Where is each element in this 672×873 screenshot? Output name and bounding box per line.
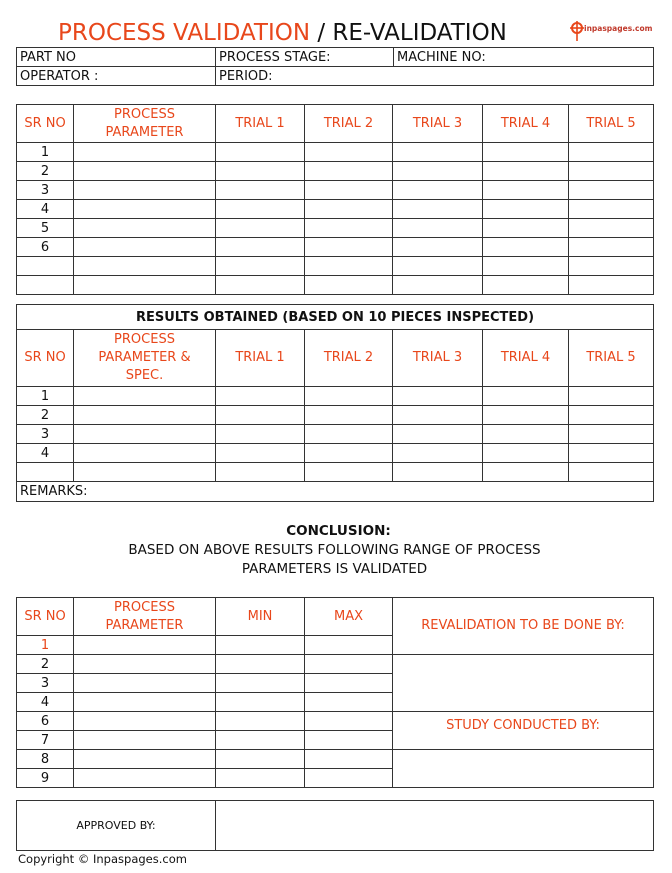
trial-cell[interactable] — [569, 406, 654, 425]
min-cell[interactable] — [216, 693, 305, 712]
trial-cell[interactable] — [483, 181, 569, 200]
page-title — [58, 18, 507, 48]
header-min: MIN — [216, 598, 305, 636]
max-cell[interactable] — [305, 655, 393, 674]
trial-cell[interactable] — [569, 387, 654, 406]
parameter-cell[interactable] — [74, 143, 216, 162]
trial-cell[interactable] — [483, 444, 569, 463]
validated-range-table — [16, 597, 654, 788]
title-primary: PROCESS VALIDATION — [58, 20, 311, 46]
process-parameter-table — [16, 104, 654, 295]
parameter-cell[interactable] — [74, 219, 216, 238]
sr-no-cell: 1 — [17, 143, 74, 162]
sr-no-cell: 6 — [17, 238, 74, 257]
min-cell[interactable] — [216, 712, 305, 731]
conclusion-heading: CONCLUSION: — [286, 523, 391, 539]
process-stage-cell: PROCESS STAGE: — [216, 48, 394, 67]
table-row — [17, 276, 654, 295]
table-row — [17, 200, 654, 219]
table-row — [17, 463, 654, 482]
sr-no-cell: 7 — [17, 731, 74, 750]
remarks-field[interactable]: REMARKS: — [17, 482, 654, 502]
parameter-cell[interactable] — [74, 162, 216, 181]
parameter-cell[interactable] — [74, 444, 216, 463]
parameter-cell[interactable] — [74, 731, 216, 750]
header-sr-no: SR NO — [17, 105, 74, 143]
revalidation-field[interactable] — [393, 655, 654, 712]
table-row — [17, 444, 654, 463]
trial-cell[interactable] — [483, 425, 569, 444]
trial-cell[interactable] — [216, 425, 305, 444]
header-process-parameter-spec: PROCESS PARAMETER & SPEC. — [74, 330, 216, 387]
max-cell[interactable] — [305, 769, 393, 788]
trial-cell[interactable] — [569, 143, 654, 162]
results-banner: RESULTS OBTAINED (BASED ON 10 PIECES INSPECTED) — [17, 305, 654, 330]
table-row — [17, 750, 654, 769]
sr-no-cell: 4 — [17, 200, 74, 219]
header-sr-no: SR NO — [17, 330, 74, 387]
max-cell[interactable] — [305, 693, 393, 712]
max-cell[interactable] — [305, 712, 393, 731]
trial-cell[interactable] — [216, 406, 305, 425]
trial-cell[interactable] — [569, 425, 654, 444]
parameter-cell[interactable] — [74, 693, 216, 712]
sr-no-cell: 6 — [17, 712, 74, 731]
copyright: Copyright © Inpaspages.com — [18, 852, 187, 866]
conclusion-line-1: BASED ON ABOVE RESULTS FOLLOWING RANGE OF PROCESS — [128, 542, 541, 558]
trial-cell[interactable] — [569, 200, 654, 219]
sr-no-cell: 3 — [17, 425, 74, 444]
trial-cell[interactable] — [393, 276, 483, 295]
table-row — [17, 181, 654, 200]
logo — [570, 21, 653, 41]
title-secondary: / RE-VALIDATION — [317, 20, 507, 46]
trial-cell[interactable] — [483, 463, 569, 482]
sr-no-cell — [17, 463, 74, 482]
machine-no-cell: MACHINE NO: — [394, 48, 654, 67]
header-trial-5: TRIAL 5 — [569, 105, 654, 143]
trial-cell[interactable] — [216, 181, 305, 200]
trial-cell[interactable] — [393, 387, 483, 406]
part-no-cell: PART NO — [17, 48, 216, 67]
trial-cell[interactable] — [393, 444, 483, 463]
table-row — [17, 712, 654, 731]
header-trial-3: TRIAL 3 — [393, 330, 483, 387]
trial-cell[interactable] — [569, 257, 654, 276]
trial-cell[interactable] — [305, 200, 393, 219]
sr-no-cell: 1 — [17, 387, 74, 406]
trial-cell[interactable] — [216, 276, 305, 295]
approval-table — [16, 800, 654, 851]
trial-cell[interactable] — [569, 463, 654, 482]
conclusion-block — [16, 522, 653, 579]
sr-no-cell: 2 — [17, 162, 74, 181]
parameter-cell[interactable] — [74, 257, 216, 276]
parameter-cell[interactable] — [74, 655, 216, 674]
trial-cell[interactable] — [569, 276, 654, 295]
max-cell[interactable] — [305, 731, 393, 750]
parameter-cell[interactable] — [74, 750, 216, 769]
trial-cell[interactable] — [216, 238, 305, 257]
trial-cell[interactable] — [393, 181, 483, 200]
trial-cell[interactable] — [305, 257, 393, 276]
trial-cell[interactable] — [305, 143, 393, 162]
operator-cell: OPERATOR : — [17, 67, 216, 86]
trial-cell[interactable] — [393, 200, 483, 219]
header-trial-1: TRIAL 1 — [216, 105, 305, 143]
header-sr-no: SR NO — [17, 598, 74, 636]
trial-cell[interactable] — [569, 219, 654, 238]
max-cell[interactable] — [305, 674, 393, 693]
sr-no-cell: 8 — [17, 750, 74, 769]
table-row — [17, 425, 654, 444]
approved-by-label: APPROVED BY: — [17, 801, 216, 851]
trial-cell[interactable] — [393, 219, 483, 238]
study-conducted-field[interactable] — [393, 750, 654, 788]
trial-cell[interactable] — [483, 162, 569, 181]
sr-no-cell: 2 — [17, 406, 74, 425]
trial-cell[interactable] — [393, 238, 483, 257]
trial-cell[interactable] — [569, 238, 654, 257]
sr-no-cell: 1 — [17, 636, 74, 655]
trial-cell[interactable] — [483, 219, 569, 238]
trial-cell[interactable] — [216, 200, 305, 219]
table-row — [17, 406, 654, 425]
table-row — [17, 655, 654, 674]
trial-cell[interactable] — [305, 444, 393, 463]
trial-cell[interactable] — [483, 200, 569, 219]
min-cell[interactable] — [216, 750, 305, 769]
trial-cell[interactable] — [305, 463, 393, 482]
min-cell[interactable] — [216, 655, 305, 674]
trial-cell[interactable] — [569, 162, 654, 181]
parameter-cell[interactable] — [74, 674, 216, 693]
parameter-cell[interactable] — [74, 200, 216, 219]
revalidation-label: REVALIDATION TO BE DONE BY: — [393, 598, 654, 655]
info-table — [16, 47, 654, 86]
sr-no-cell — [17, 276, 74, 295]
parameter-cell[interactable] — [74, 387, 216, 406]
header-trial-2: TRIAL 2 — [305, 105, 393, 143]
table-row — [17, 238, 654, 257]
trial-cell[interactable] — [393, 425, 483, 444]
min-cell[interactable] — [216, 636, 305, 655]
max-cell[interactable] — [305, 636, 393, 655]
trial-cell[interactable] — [569, 444, 654, 463]
trial-cell[interactable] — [305, 181, 393, 200]
trial-cell[interactable] — [216, 444, 305, 463]
trial-cell[interactable] — [483, 387, 569, 406]
study-conducted-label: STUDY CONDUCTED BY: — [393, 712, 654, 750]
sr-no-cell — [17, 257, 74, 276]
trial-cell[interactable] — [305, 219, 393, 238]
sr-no-cell: 2 — [17, 655, 74, 674]
logo-icon — [570, 21, 584, 41]
trial-cell[interactable] — [305, 406, 393, 425]
header-trial-1: TRIAL 1 — [216, 330, 305, 387]
parameter-cell[interactable] — [74, 712, 216, 731]
parameter-cell[interactable] — [74, 463, 216, 482]
sr-no-cell: 9 — [17, 769, 74, 788]
max-cell[interactable] — [305, 750, 393, 769]
sr-no-cell: 4 — [17, 693, 74, 712]
trial-cell[interactable] — [216, 219, 305, 238]
trial-cell[interactable] — [569, 181, 654, 200]
trial-cell[interactable] — [483, 257, 569, 276]
table-row — [17, 162, 654, 181]
trial-cell[interactable] — [216, 257, 305, 276]
trial-cell[interactable] — [305, 238, 393, 257]
table-row — [17, 219, 654, 238]
table-row — [17, 143, 654, 162]
header-process-parameter: PROCESS PARAMETER — [74, 105, 216, 143]
header-process-parameter: PROCESS PARAMETER — [74, 598, 216, 636]
table-row — [17, 257, 654, 276]
trial-cell[interactable] — [483, 406, 569, 425]
sr-no-cell: 3 — [17, 674, 74, 693]
sr-no-cell: 3 — [17, 181, 74, 200]
parameter-cell[interactable] — [74, 276, 216, 295]
trial-cell[interactable] — [393, 162, 483, 181]
period-cell: PERIOD: — [216, 67, 654, 86]
header-max: MAX — [305, 598, 393, 636]
sr-no-cell: 4 — [17, 444, 74, 463]
parameter-cell[interactable] — [74, 406, 216, 425]
trial-cell[interactable] — [305, 387, 393, 406]
trial-cell[interactable] — [393, 463, 483, 482]
trial-cell[interactable] — [216, 463, 305, 482]
parameter-cell[interactable] — [74, 425, 216, 444]
trial-cell[interactable] — [305, 425, 393, 444]
header-trial-4: TRIAL 4 — [483, 330, 569, 387]
trial-cell[interactable] — [216, 143, 305, 162]
sr-no-cell: 5 — [17, 219, 74, 238]
trial-cell[interactable] — [483, 276, 569, 295]
trial-cell[interactable] — [216, 387, 305, 406]
table-row — [17, 387, 654, 406]
trial-cell[interactable] — [393, 143, 483, 162]
parameter-cell[interactable] — [74, 238, 216, 257]
trial-cell[interactable] — [393, 257, 483, 276]
trial-cell[interactable] — [483, 238, 569, 257]
min-cell[interactable] — [216, 674, 305, 693]
header-trial-5: TRIAL 5 — [569, 330, 654, 387]
trial-cell[interactable] — [305, 162, 393, 181]
conclusion-line-2: PARAMETERS IS VALIDATED — [241, 561, 428, 577]
header-trial-3: TRIAL 3 — [393, 105, 483, 143]
header-trial-2: TRIAL 2 — [305, 330, 393, 387]
trial-cell[interactable] — [483, 143, 569, 162]
trial-cell[interactable] — [393, 406, 483, 425]
min-cell[interactable] — [216, 731, 305, 750]
trial-cell[interactable] — [305, 276, 393, 295]
header-trial-4: TRIAL 4 — [483, 105, 569, 143]
approved-by-field[interactable] — [216, 801, 654, 851]
trial-cell[interactable] — [216, 162, 305, 181]
logo-text: inpaspages.com — [584, 24, 653, 33]
min-cell[interactable] — [216, 769, 305, 788]
parameter-cell[interactable] — [74, 181, 216, 200]
parameter-cell[interactable] — [74, 636, 216, 655]
results-table — [16, 304, 654, 502]
parameter-cell[interactable] — [74, 769, 216, 788]
